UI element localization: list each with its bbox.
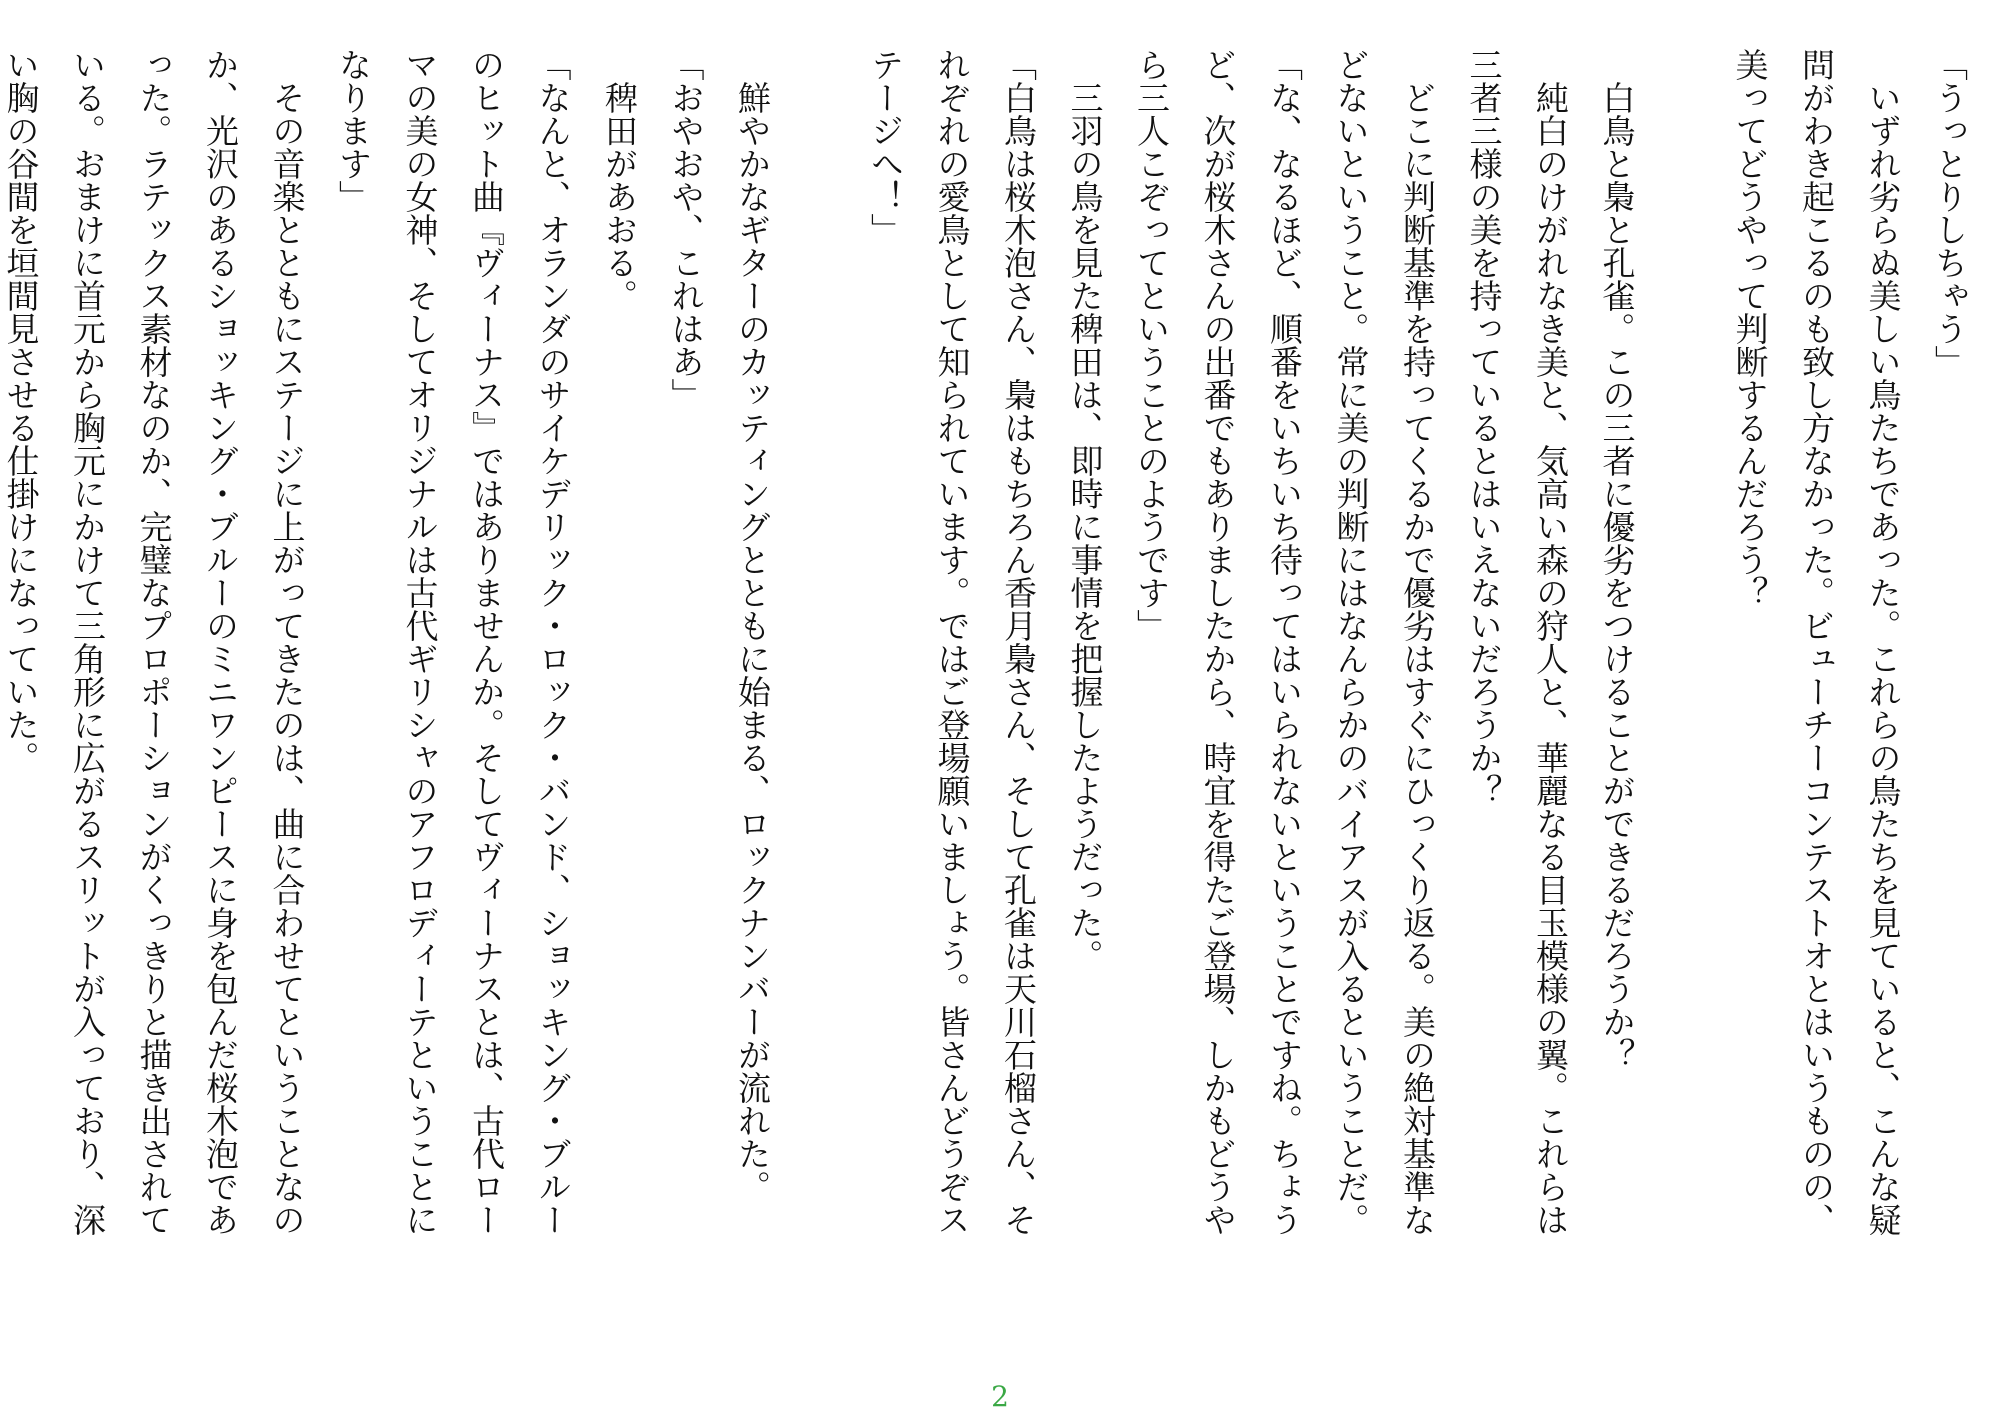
- text-column: テージへ！」: [866, 48, 905, 246]
- text-column: 鮮やかなギターのカッティングとともに始まる、ロックナンバーが流れた。: [733, 81, 772, 1203]
- text-column: 三羽の鳥を見た稗田は、即時に事情を把握したようだった。: [1065, 81, 1105, 972]
- text-column: 「おやおや、これはあ」: [666, 48, 706, 411]
- text-column: 稗田があおる。: [600, 81, 639, 312]
- text-column: どないということ。常に美の判断にはなんらかのバイアスが入るということだ。: [1331, 48, 1371, 1236]
- text-column: 「白鳥は桜木泡さん、梟はもちろん香月梟さん、そして孔雀は天川石榴さん、そ: [999, 48, 1038, 1236]
- blank-column: [785, 48, 852, 1378]
- text-column: どこに判断基準を持ってくるかで優劣はすぐにひっくり返る。美の絶対基準な: [1398, 81, 1437, 1236]
- text-column: 「な、なるほど、順番をいちいち待ってはいられないということですね。ちょう: [1265, 48, 1304, 1236]
- text-column: 問がわき起こるのも致し方なかった。ビューチーコンテストオとはいうものの、: [1797, 48, 1836, 1236]
- text-column: その音楽とともにステージに上がってきたのは、曲に合わせてということなの: [267, 81, 307, 1236]
- vertical-text-body: [1, 48, 1982, 1378]
- text-column: 純白のけがれなき美と、気高い森の狩人と、華麗なる目玉模様の翼。これらは: [1531, 81, 1570, 1236]
- text-column: か、光沢のあるショッキング・ブルーのミニワンピースに身を包んだ桜木泡であ: [201, 48, 240, 1236]
- blank-column: [1650, 48, 1717, 1378]
- text-column: なります」: [334, 48, 373, 213]
- text-column: れぞれの愛鳥として知られています。ではご登場願いましょう。皆さんどうぞス: [932, 48, 972, 1236]
- text-column: のヒット曲『ヴィーナス』ではありませんか。そしてヴィーナスとは、古代ロー: [467, 48, 506, 1236]
- text-column: 「なんと、オランダのサイケデリック・ロック・バンド、ショッキング・ブルー: [533, 48, 573, 1236]
- text-column: い胸の谷間を垣間見させる仕掛けになっていた。: [1, 48, 41, 774]
- text-column: 「うっとりしちゃう」: [1930, 48, 1969, 378]
- text-column: ど、次が桜木さんの出番でもありましたから、時宜を得たご登場、しかもどうや: [1198, 48, 1238, 1236]
- text-column: ら三人こぞってということのようです」: [1132, 48, 1171, 642]
- text-column: マの美の女神、そしてオリジナルは古代ギリシャのアフロディーテということに: [400, 48, 440, 1236]
- page-number: 2: [991, 1380, 1009, 1413]
- text-column: 白鳥と梟と孔雀。この三者に優劣をつけることができるだろうか？: [1597, 81, 1637, 1071]
- text-column: いる。おまけに首元から胸元にかけて三角形に広がるスリットが入っており、深: [68, 48, 107, 1236]
- text-column: 美ってどうやって判断するんだろう？: [1730, 48, 1770, 609]
- text-column: いずれ劣らぬ美しい鳥たちであった。これらの鳥たちを見ていると、こんな疑: [1863, 81, 1903, 1236]
- text-column: 三者三様の美を持っているとはいえないだろうか？: [1464, 48, 1504, 807]
- text-column: った。ラテックス素材なのか、完璧なプロポーションがくっきりと描き出されて: [134, 48, 174, 1236]
